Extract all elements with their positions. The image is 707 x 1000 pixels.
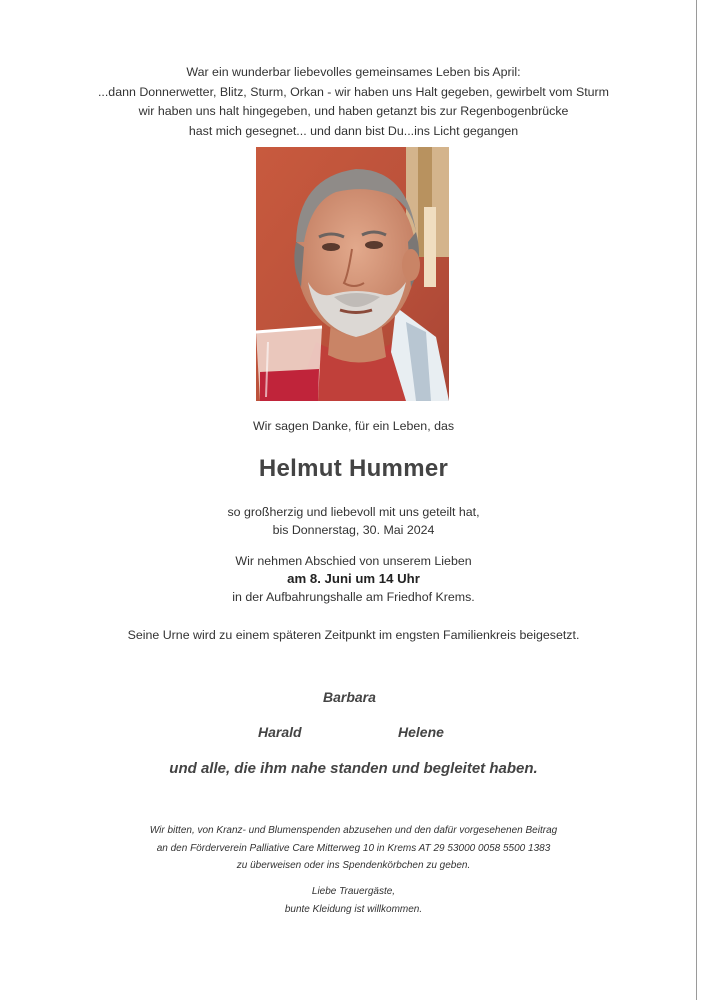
poem-line: ...dann Donnerwetter, Blitz, Sturm, Orkan - wir haben uns Halt gegeben, gewirbelt vom Sturm (97, 84, 609, 99)
poem-line: War ein wunderbar liebevolles gemeinsames Leben bis April: (186, 65, 521, 79)
farewell-date-time: am 8. Juni um 14 Uhr (287, 571, 420, 586)
farewell-details (0, 552, 707, 606)
farewell-location: in der Aufbahrungshalle am Friedhof Krems. (232, 590, 475, 604)
thanks-text: Wir sagen Danke, für ein Leben, das (252, 419, 455, 433)
donation-line: Wir bitten, von Kranz- und Blumenspenden abzusehen und den dafür vorgesehenen Beitrag (149, 825, 558, 836)
poem (0, 63, 707, 141)
mourner-name: Barbara (323, 689, 376, 705)
donation-line: zu überweisen oder ins Spendenkörbchen zu geben. (236, 860, 471, 871)
mourner-name: Harald (258, 724, 302, 740)
guests-line: Liebe Trauergäste, (311, 886, 396, 897)
urn-notice: Seine Urne wird zu einem späteren Zeitpunkt im engsten Familienkreis beigesetzt. (127, 628, 580, 642)
portrait-photo (256, 147, 449, 401)
guests-line: bunte Kleidung ist willkommen. (284, 903, 423, 915)
poem-line: hast mich gesegnet... und dann bist Du...ins Licht gegangen (188, 123, 519, 138)
donation-line: an den Förderverein Palliative Care Mitterweg 10 in Krems AT 29 53000 0058 5500 1383 (156, 842, 551, 854)
farewell-line: Wir nehmen Abschied von unserem Lieben (235, 554, 472, 568)
shared-text (0, 503, 707, 539)
mourner-name: Helene (398, 724, 444, 740)
poem-line: wir haben uns halt hingegeben, und haben getanzt bis zur Regenbogenbrücke (138, 104, 569, 118)
shared-line: so großherzig und liebevoll mit uns geteilt hat, (227, 505, 480, 519)
guests-note (0, 883, 707, 918)
donation-request (0, 822, 707, 875)
shared-line: bis Donnerstag, 30. Mai 2024 (272, 523, 435, 537)
deceased-name: Helmut Hummer (258, 455, 449, 482)
closing-line: und alle, die ihm nahe standen und begleitet haben. (169, 760, 538, 777)
